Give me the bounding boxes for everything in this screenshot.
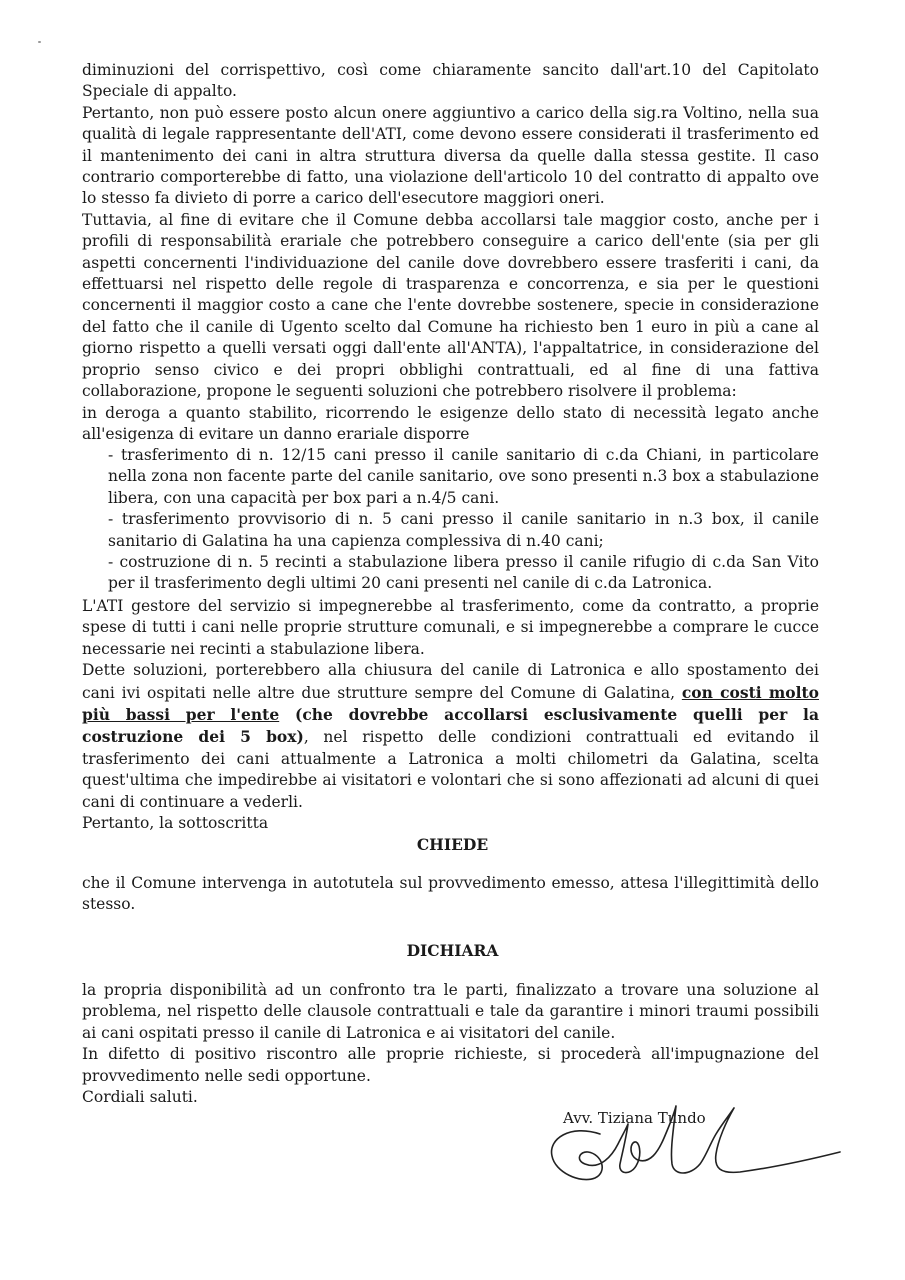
paragraph-text: , nel rispetto delle condizioni contrattuali ed evitando il trasferimento dei cani attualmente a Latronica a molti chilometri da Galatina, scelta quest'ultima che impedirebbe ai visitatori e volontari che si sono affezionati ad alcuni di quei cani di continuare a vederli. [82, 728, 820, 811]
chiede-heading: CHIEDE [416, 835, 489, 854]
paragraph: Pertanto, la sottoscritta [82, 814, 269, 833]
paragraph: Tuttavia, al fine di evitare che il Comune debba accollarsi tale maggior costo, anche per i profili di responsabilità erariale che potrebbero conseguire a carico dell'ente (sia per gli aspetti concernenti l'individuazione del canile dove dovrebbero essere trasferiti i cani, da effettuarsi nel rispetto delle regole di trasparenza e concorrenza, e sia per le questioni concernenti il maggior costo a cane che l'ente dovrebbe sostenere, specie in considerazione del fatto che il canile di Ugento scelto dal Comune ha richiesto ben 1 euro in più a cane al giorno rispetto a quelli versati oggi dall'ente all'ANTA), l'appaltatrice, in considerazione del proprio senso civico e dei propri obblighi contrattuali, ed al fine di una fattiva collaborazione, propone le seguenti soluzioni che potrebbero risolvere il problema: [82, 210, 819, 401]
solutions-list [82, 445, 819, 595]
dichiara-text [82, 980, 819, 1108]
paragraph: L'ATI gestore del servizio si impegnerebbe al trasferimento, come da contratto, a proprie spese di tutti i cani nelle proprie strutture comunali, e si impegnerebbe a comprare le cucce necessarie nei recinti a stabulazione libera. [82, 597, 819, 658]
paragraph: in deroga a quanto stabilito, ricorrendo le esigenze dello stato di necessità legato anche all'esigenza di evitare un danno erariale disporre [82, 403, 819, 443]
paragraph-text: Dette soluzioni, porterebbero alla chiusura del canile di Latronica e allo spostamento dei cani ivi ospitati nelle altre due strutture sempre del Comune di Galatina, [82, 661, 819, 702]
chiede-text [82, 873, 819, 916]
paragraph: Cordiali saluti. [82, 1088, 198, 1107]
paragraph: Pertanto, non può essere posto alcun onere aggiuntivo a carico della sig.ra Voltino, nella sua qualità di legale rappresentante dell'ATI, come devono essere considerati il trasferimento ed il mantenimento dei cani in altra struttura diversa da quelle dalla stessa gestite. Il caso contrario comporterebbe di fatto, una violazione dell'articolo 10 del contratto di appalto ove lo stesso fa divieto di porre a carico dell'esecutore maggiori oneri. [82, 103, 819, 208]
paragraph: che il Comune intervenga in autotutela sul provvedimento emesso, attesa l'illegittimità dello stesso. [82, 874, 819, 914]
paragraph: la propria disponibilità ad un confronto tra le parti, finalizzato a trovare una soluzione al problema, nel rispetto delle clausole contrattuali e tale da garantire i minori traumi possibili ai cani ospitati presso il canile di Latronica e ai visitatori del canile. [82, 981, 819, 1042]
body-text-lower [82, 596, 819, 834]
scan-speck [38, 41, 41, 43]
list-item: - costruzione di n. 5 recinti a stabulazione libera presso il canile rifugio di c.da San Vito per il trasferimento degli ultimi 20 cani presenti nel canile di c.da Latronica. [108, 553, 819, 593]
handwritten-signature [540, 1094, 850, 1194]
body-text-upper [82, 60, 819, 445]
list-item: - trasferimento provvisorio di n. 5 cani presso il canile sanitario in n.3 box, il canile sanitario di Galatina ha una capienza complessiva di n.40 cani; [108, 510, 819, 550]
dichiara-heading: DICHIARA [406, 941, 499, 960]
emphasis-underlined: con costi molto più bassi per l'ente [82, 682, 820, 725]
paragraph: In difetto di positivo riscontro alle proprie richieste, si procederà all'impugnazione del provvedimento nelle sedi opportune. [82, 1045, 819, 1085]
paragraph [82, 660, 819, 813]
emphasis-bold: (che dovrebbe accollarsi esclusivamente quelli per la costruzione dei 5 box) [82, 705, 819, 747]
list-item: - trasferimento di n. 12/15 cani presso il canile sanitario di c.da Chiani, in particolare nella zona non facente parte del canile sanitario, ove sono presenti n.3 box a stabulazione libera, con una capacità per box pari a n.4/5 cani. [108, 446, 819, 507]
signatory-name: Avv. Tiziana Tundo [563, 1109, 706, 1127]
paragraph: diminuzioni del corrispettivo, così come chiaramente sancito dall'art.10 del Capitolato Speciale di appalto. [82, 61, 819, 101]
